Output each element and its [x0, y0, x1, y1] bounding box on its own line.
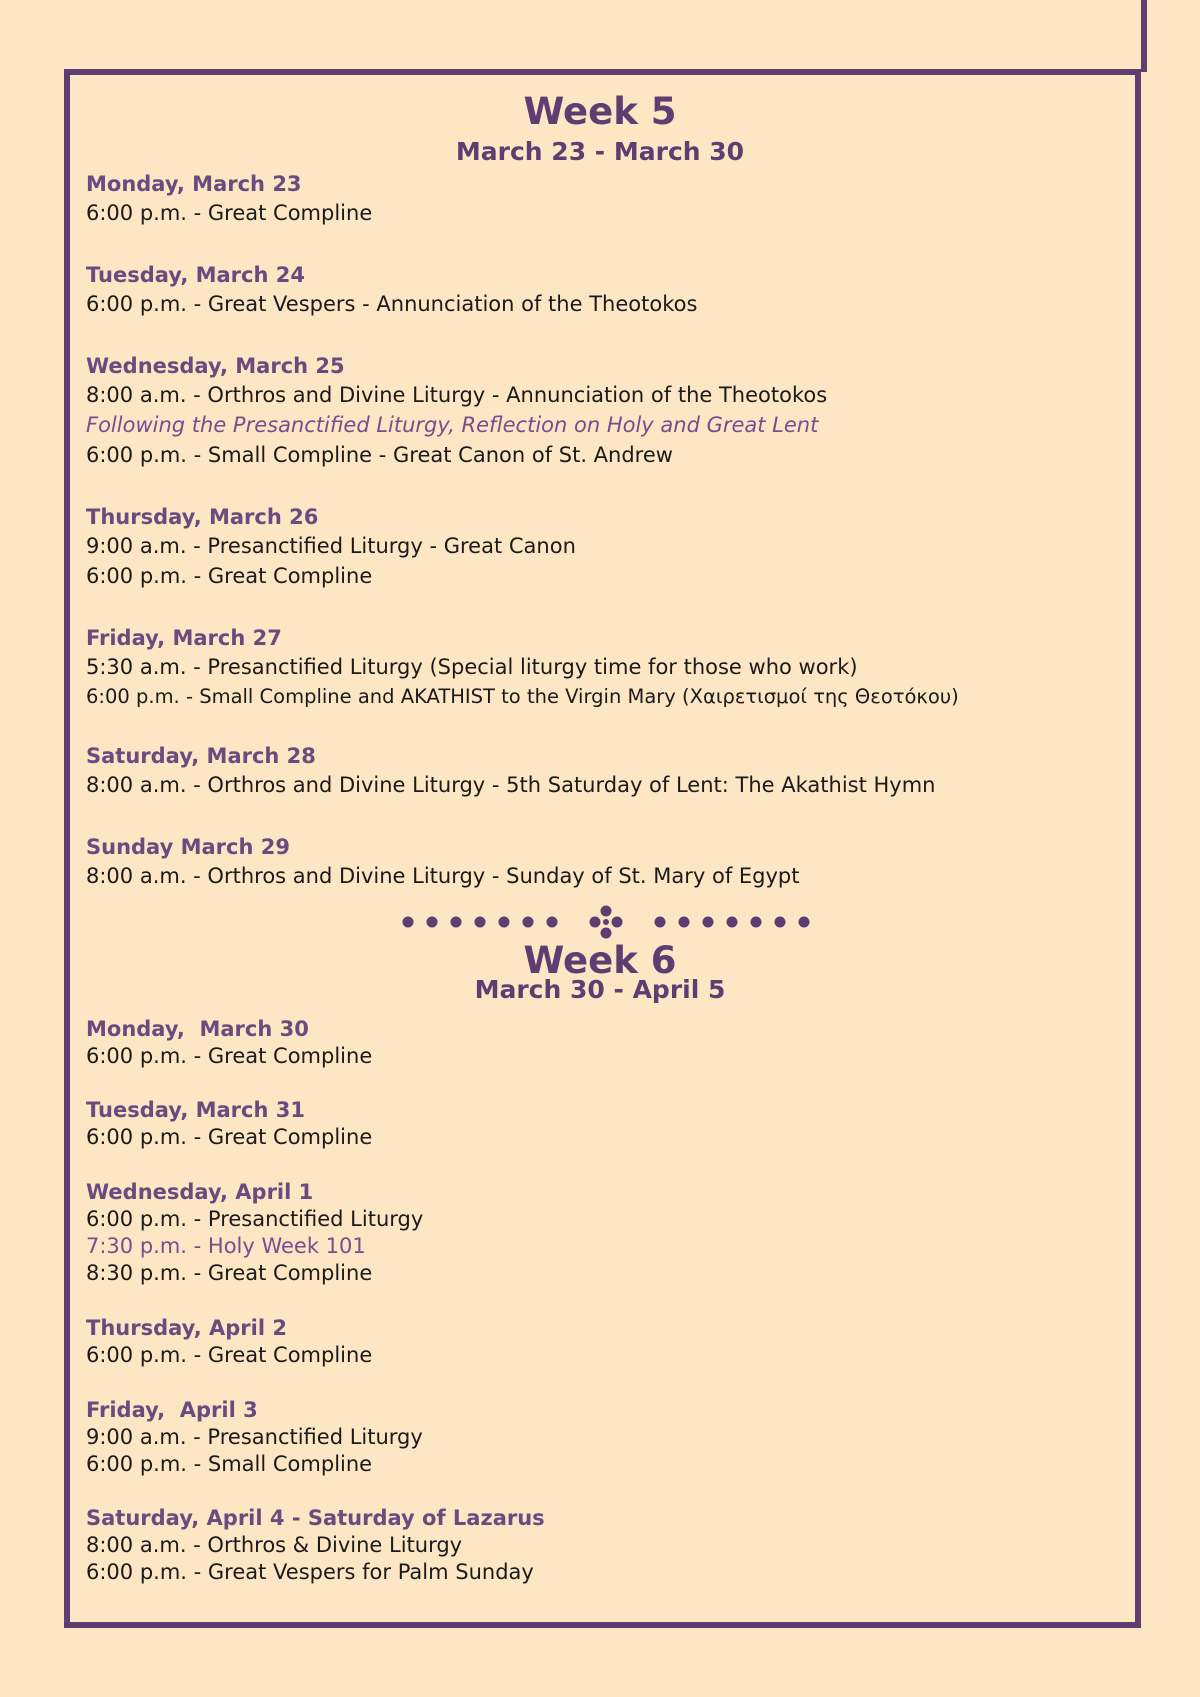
service-note: Following the Presanctified Liturgy, Reflection on Holy and Great Lent — [86, 413, 819, 437]
service-line: 6:00 p.m. - Presanctified Liturgy — [86, 1207, 424, 1231]
service-line: 6:00 p.m. - Great Vespers for Palm Sunday — [86, 1560, 534, 1584]
service-line: 6:00 p.m. - Great Compline — [86, 1044, 373, 1068]
week5-title: Week 5 — [523, 90, 677, 133]
service-line: 6:00 p.m. - Great Compline — [86, 1125, 373, 1149]
service-line: 6:00 p.m. - Small Compline and AKATHIST to the Virgin Mary (Χαιρετισμοί της Θεοτόκου) — [86, 685, 959, 708]
divider-dots-right — [655, 917, 810, 928]
day-thursday-march-26 — [86, 503, 576, 591]
day-heading: Wednesday, March 25 — [86, 354, 345, 378]
service-line: 8:30 p.m. - Great Compline — [86, 1261, 373, 1285]
day-heading: Thursday, March 26 — [86, 505, 319, 529]
day-tuesday-march-24 — [86, 261, 697, 319]
ornament-divider — [400, 905, 812, 939]
day-heading: Tuesday, March 24 — [86, 263, 305, 287]
day-sunday-march-29 — [86, 833, 799, 891]
day-heading: Friday, March 27 — [86, 626, 282, 650]
service-line: 9:00 a.m. - Presanctified Liturgy - Great Canon — [86, 534, 576, 558]
service-line: 8:00 a.m. - Orthros and Divine Liturgy - Annunciation of the Theotokos — [86, 383, 828, 407]
service-line: 6:00 p.m. - Small Compline - Great Canon of St. Andrew — [86, 443, 673, 467]
service-line: 6:00 p.m. - Great Compline — [86, 201, 373, 225]
day-tuesday-march-31 — [86, 1096, 372, 1151]
service-line: 9:00 a.m. - Presanctified Liturgy — [86, 1425, 423, 1449]
day-saturday-april-4 — [86, 1504, 545, 1586]
day-friday-march-27 — [86, 624, 959, 712]
divider-dots-left — [403, 917, 558, 928]
service-line: 5:30 a.m. - Presanctified Liturgy (Special liturgy time for those who work) — [86, 655, 858, 679]
service-line: 6:00 p.m. - Great Compline — [86, 564, 373, 588]
week6-title: Week 6 — [523, 939, 677, 982]
day-heading: Friday, April 3 — [86, 1398, 258, 1422]
day-heading: Tuesday, March 31 — [86, 1098, 305, 1122]
frame-top-stub — [1141, 0, 1147, 72]
service-line: 8:00 a.m. - Orthros & Divine Liturgy — [86, 1533, 463, 1557]
week5-range: March 23 - March 30 — [455, 137, 745, 166]
service-line: 6:00 p.m. - Great Vespers - Annunciation of the Theotokos — [86, 292, 698, 316]
service-line-highlight: 7:30 p.m. - Holy Week 101 — [86, 1234, 366, 1258]
day-friday-april-3 — [86, 1396, 423, 1478]
day-heading: Thursday, April 2 — [86, 1316, 287, 1340]
service-line: 8:00 a.m. - Orthros and Divine Liturgy - 5th Saturday of Lent: The Akathist Hymn — [86, 773, 936, 797]
service-line: 6:00 p.m. - Small Compline — [86, 1452, 373, 1476]
week6-range: March 30 - April 5 — [474, 975, 726, 1004]
day-heading: Saturday, March 28 — [86, 744, 316, 768]
day-heading: Monday, March 30 — [86, 1017, 309, 1041]
day-heading: Sunday March 29 — [86, 835, 290, 859]
day-wednesday-march-25 — [86, 352, 827, 470]
service-line: 8:00 a.m. - Orthros and Divine Liturgy - Sunday of St. Mary of Egypt — [86, 864, 800, 888]
day-heading: Wednesday, April 1 — [86, 1180, 314, 1204]
day-saturday-march-28 — [86, 742, 936, 800]
service-line: 6:00 p.m. - Great Compline — [86, 1343, 373, 1367]
day-monday-march-23 — [86, 170, 372, 228]
day-heading: Monday, March 23 — [86, 172, 302, 196]
day-thursday-april-2 — [86, 1314, 372, 1369]
day-heading: Saturday, April 4 - Saturday of Lazarus — [86, 1506, 545, 1530]
day-wednesday-april-1 — [86, 1178, 423, 1287]
quatrefoil-dot-ornament-icon — [590, 906, 623, 939]
day-monday-march-30 — [86, 1015, 372, 1070]
